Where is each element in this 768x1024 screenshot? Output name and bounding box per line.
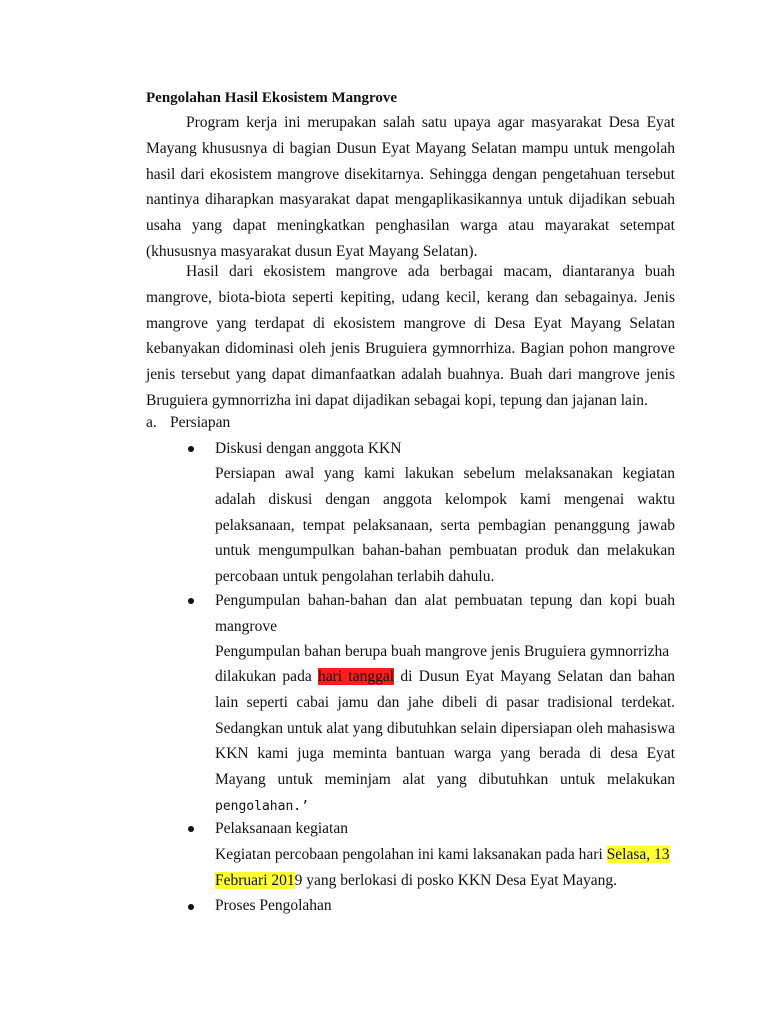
bullet-body-pengumpulan-pre: dilakukan pada <box>215 668 312 685</box>
bullet-heading-proses: Proses Pengolahan <box>215 897 332 914</box>
bullet-body-pelaksanaan-post: 9 yang berlokasi di posko KKN Desa Eyat Mayang. <box>294 871 618 889</box>
bullet-icon <box>188 598 194 604</box>
subsection-label: Persiapan <box>170 414 231 431</box>
bullet-body-diskusi: Persiapan awal yang kami lakukan sebelum melaksanakan kegiatan adalah diskusi dengan anggota kelompok kami mengenai waktu pelaksanaan, tempat pelaksanaan, serta pembagian penanggung jawab untuk mengumpulkan bahan-bahan pembuatan produk dan melakukan percobaan untuk pengolahan terlabih dahulu. <box>215 465 675 586</box>
bullet-icon <box>188 446 194 452</box>
bullet-heading-pelaksanaan: Pelaksanaan kegiatan <box>215 820 348 837</box>
bullet-body-pelaksanaan-pre: Kegiatan percobaan pengolahan ini kami laksanakan pada hari <box>215 846 603 863</box>
bullet-body-pengumpulan <box>215 664 675 820</box>
highlight-yellow-month: Februari 201 <box>215 871 295 889</box>
subsection-marker: a. <box>146 414 157 431</box>
paragraph-intro-text: Program kerja ini merupakan salah satu upaya agar masyarakat Desa Eyat Mayang khususnya di bagian Dusun Eyat Mayang Selatan mampu untuk mengolah hasil dari ekosistem mangrove disekitarnya. Sehingga dengan pengetahuan tersebut nantinya diharapkan masyarakat dapat mengaplikasikannya untuk dijadikan sebuah usaha yang dapat meningkatkan penghasilan warga atau mayarakat setempat (khususnya masyarakat dusun Eyat Mayang Selatan). <box>146 114 675 260</box>
bullet-heading-diskusi: Diskusi dengan anggota KKN <box>215 440 402 457</box>
bullet-body-pengumpulan-line1: Pengumpulan bahan berupa buah mangrove jenis Bruguiera gymnorrizha <box>215 643 670 660</box>
bullet-heading-pengumpulan: Pengumpulan bahan-bahan dan alat pembuatan tepung dan kopi buah mangrove <box>215 592 675 635</box>
subsection-heading <box>146 410 230 436</box>
highlight-red-date: hari tanggal <box>318 668 395 685</box>
paragraph-intro <box>146 110 675 265</box>
bullet-body-pengumpulan-post: di Dusun Eyat Mayang Selatan dan bahan lain seperti cabai jamu dan jahe dibeli di pasar tradisional terdekat. Sedangkan untuk alat yang dibutuhkan selain dipersiapan oleh mahasiswa KKN kami juga meminta bantuan warga yang berada di desa Eyat Mayang untuk meminjam alat yang dibutuhkan untuk melakukan <box>215 668 675 789</box>
section-title: Pengolahan Hasil Ekosistem Mangrove <box>146 90 397 106</box>
paragraph-results <box>146 259 675 414</box>
bullet-body-pelaksanaan <box>215 842 675 894</box>
bullet-icon <box>188 904 194 910</box>
highlight-yellow-day: Selasa, 13 <box>606 846 670 863</box>
bullet-icon <box>188 826 194 832</box>
bullet-body-pengumpulan-end: pengolahan.’ <box>215 798 309 814</box>
paragraph-results-text: Hasil dari ekosistem mangrove ada berbagai macam, diantaranya buah mangrove, biota-biota seperti kepiting, udang kecil, kerang dan sebagainya. Jenis mangrove yang terdapat di ekosistem mangrove di Desa Eyat Mayang Selatan kebanyakan didominasi oleh jenis Bruguiera gymnorrhiza. Bagian pohon mangrove jenis tersebut yang dapat dimanfaatkan adalah buahnya. Buah dari mangrove jenis Bruguiera gymnorrizha ini dapat dijadikan sebagai kopi, tepung dan jajanan lain. <box>146 263 675 409</box>
